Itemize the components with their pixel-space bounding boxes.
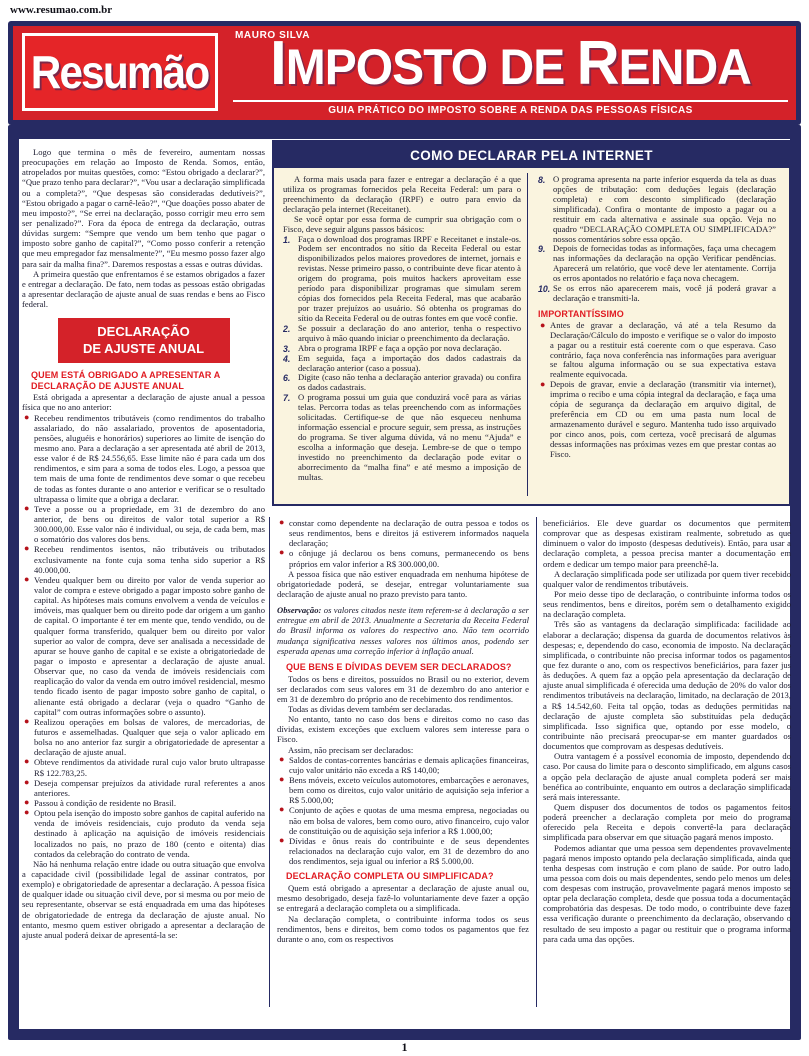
- step-number: 4.: [283, 353, 291, 364]
- site-url: www.resumao.com.br: [10, 4, 113, 16]
- numbered-step: [283, 373, 521, 393]
- bullet-text: Antes de gravar a declaração, vá até a tela Resumo da Declaração/Cálculo do imposto e verifique se o valor do imposto a pagar ou a restituir está coerente com o que esperava. Caso contrário, faça nova conferência nas informações para averiguar se faltou alguma informação ou se sua expectativa estava realmente equivocada.: [550, 319, 776, 380]
- bullet-item: [22, 504, 265, 545]
- bullet-marker: ●: [24, 573, 30, 584]
- bullet-text: Passou à condição de residente no Brasil.: [34, 797, 176, 808]
- bullet-item: [277, 548, 529, 568]
- step-text: Se os erros não aparecerem mais, você já poderá gravar a declaração e transmiti-la.: [553, 283, 776, 304]
- section-heading: DECLARAÇÃO COMPLETA OU SIMPLIFICADA?: [286, 871, 494, 882]
- bullet-item: [538, 380, 776, 459]
- paragraph: Não há nenhuma relação entre idade ou outra situação que envolva a capacidade civil (possibilidade legal de assinar contratos, por exemplo) e obrigatoriedade de apresentar a declaração. A pessoa física de qualquer idade ou situação civil deve, por si mesma ou por meio de seu representante, observar se está enquadrada em uma das hipóteses de obrigatoriedade de entrega da declaração de ajuste anual. No entanto, mesmo quem estiver obrigado a apresentar a declaração de ajuste anual poderá deixar de apresentá-la se:: [22, 858, 265, 940]
- bullet-marker: ●: [279, 804, 285, 815]
- title-initial: I: [270, 29, 286, 98]
- title-initial: R: [576, 29, 619, 98]
- internet-sidebar-box: [272, 140, 791, 506]
- paragraph: beneficiários. Ele deve guardar os documentos que permitem comprovar que as despesas existiram realmente, sobretudo as que diminuem o valor do imposto (despesas dedutíveis). Então, para usar a declaração completa, a pessoa precisa manter a documentação em ordem e dedicar um tempo maior para preenchê-la.: [543, 518, 791, 569]
- bullet-text: Deseja compensar prejuízos da atividade rural referentes a anos anteriores.: [34, 777, 265, 798]
- step-text: Faça o download dos programas IRPF e Receitanet e instale-os. Podem ser encontrados no sítio da Receita Federal ou estar disponibilizados pelos maiores provedores de internet, jornais e revistas. Nesse primeiro passo, o contribuinte deve ficar atento à origem do programa, pois muitos hackers aproveitam esse período para disponibilizar programas que simulam serem cópias dos fornecidos pela Receita Federal, mas que acabarão por trazer prejuízos ao usuário. Só obtenha os programas do sítio da Receita Federal ou de outras fontes em que você confie.: [298, 233, 521, 323]
- bullet-text: Bens móveis, exceto veículos automotores, embarcações e aeronaves, bem como os direitos, cujo valor unitário de aquisição seja inferior a R$ 5.000,00;: [289, 775, 529, 806]
- red-banner-line: DE AJUSTE ANUAL: [82, 340, 205, 356]
- paragraph: Podemos adiantar que uma pessoa sem dependentes provavelmente pagará menos imposto optando pela declaração simplificada, ainda que tenha despesas com instrução e com plano de saúde. Por outro lado, uma pessoa com dois ou mais dependentes, sendo pelo menos um deles com despesas com instrução, provavelmente pagará menos imposto se optar pela declaração completa, desde que possua toda a documentação comprobatória das despesas. De todo modo, o contribuinte deve fazer essa verificação durante o preenchimento da declaração, observando o resultado de seu imposto a pagar ou restituir que o programa informa para cada uma das opções.: [543, 842, 791, 944]
- bullet-marker: ●: [279, 774, 285, 785]
- page-subtitle: GUIA PRÁTICO DO IMPOSTO SOBRE A RENDA DAS PESSOAS FÍSICAS: [233, 100, 788, 116]
- numbered-step: [538, 284, 776, 304]
- bullet-marker: ●: [24, 543, 30, 554]
- bullet-text: Teve a posse ou a propriedade, em 31 de dezembro do ano anterior, de bens ou direitos de valor total superior a R$ 300.000,00. Esse valor não é individual, ou seja, de cada bem, mas o somatório dos valores dos bens.: [34, 503, 265, 545]
- bullet-marker: ●: [24, 776, 30, 787]
- bullet-text: Obteve rendimentos da atividade rural cujo valor bruto ultrapasse R$ 122.783,25.: [34, 757, 265, 778]
- paragraph: A forma mais usada para fazer e entregar a declaração é a que utiliza os programas fornecidos pela Receita Federal: um para o preenchimento da declaração (IRPF) e outro para envio da declaração pela internet (Receitanet).: [283, 175, 521, 214]
- note-lead: Observação:: [277, 605, 322, 616]
- bullet-marker: ●: [24, 502, 30, 513]
- internet-box-title: COMO DECLARAR PELA INTERNET: [274, 142, 789, 168]
- paragraph: Assim, não precisam ser declarados:: [288, 744, 414, 755]
- paragraph: Por meio desse tipo de declaração, o contribuinte informa todos os seus rendimentos, bens e direitos, porém sem o detalhamento exigido na declaração completa.: [543, 588, 791, 620]
- paragraph: Na declaração completa, o contribuinte informa todos os seus rendimentos, bens e direitos, bem como todos os pagamentos que fez durante o ano, com os respectivos: [277, 913, 529, 944]
- column-right: [543, 518, 791, 1010]
- bullet-item: [277, 755, 529, 775]
- step-number: 1.: [283, 234, 291, 245]
- internet-box-left-column: [283, 175, 521, 497]
- page-title: IMPOSTO DE RENDA: [270, 29, 751, 98]
- paragraph: A pessoa física que não estiver enquadrada em nenhuma hipótese de obrigatoriedade poderá, se desejar, entregar voluntariamente sua declaração de ajuste anual no prazo previsto para tanto.: [277, 568, 529, 599]
- bullet-text: Saldos de contas-correntes bancárias e demais aplicações financeiras, cujo valor unitário não exceda a R$ 140,00;: [289, 754, 529, 775]
- bullet-marker: ●: [24, 411, 30, 422]
- note-text: os valores citados neste item referem-se à declaração a ser entregue em abril de 2013. Anualmente a Secretaria da Receita Federal do Brasil informa os valores do respectivo ano. Não tem ocorrido mudança significativa nesses valores nos últimos anos, podendo ser esperada apenas uma correção inferior à inflação anual.: [277, 605, 529, 656]
- bullet-marker: ●: [24, 756, 30, 767]
- bullet-text: Depois de gravar, envie a declaração (transmitir via internet), imprima o recibo e uma cópia integral da declaração, e faça uma cópia de segurança da declaração em arquivo digital, de preferência em CD ou em uma pasta num local de armazenamento durável e seguro. Mantenha tudo isso arquivado por cinco anos, pois, com certeza, você precisará de algumas dessas informações nas próximas vezes em que prestar contas ao Fisco.: [550, 379, 776, 459]
- bullet-text: Recebeu rendimentos tributáveis (como rendimentos do trabalho assalariado, do não assalariado, proventos de aposentadoria, pensões, aluguéis e honorários) superiores ao limite de isenção do mesmo ano. Para a declaração a ser apresentada até abril de 2013, esse valor é de R$ 24.556,65. Esse limite não é para cada um dos rendimentos, e sim para a soma de todos eles. Logo, a pessoa que tem mais de uma fonte de rendimentos deve somar o que recebeu de todas as fontes durante o ano anterior e verificar se o resultado ultrapassa o limite que a obriga a declarar.: [34, 412, 265, 504]
- paragraph: Logo que termina o mês de fevereiro, aumentam nossas preocupações em relação ao Imposto de Renda. Somos, então, atropelados por muitas questões, como: “Estou obrigado a declarar?”, “Que prazo tenho para declarar?”, “Vou usar a declaração simplificada ou a completa?”, “Que despesas são consideradas dedutíveis?”, “Estou obrigado a pagar o carnê-leão?”, “Que doações posso abater de meu imposto?”, “Se errei na declaração, posso corrigir meu erro sem ser penalizado?”. Fora da época de entrega da declaração, outras dúvidas surgem: “Sempre que vendo um bem tenho que pagar o imposto sobre ganho de capital?”, “Como posso conferir a retenção que meu empregador faz mensalmente?”, “Eu mesmo posso fazer algo para sair da malha fina?”. Daremos respostas a essas e outras dúvidas.: [22, 147, 265, 269]
- numbered-step: [538, 175, 776, 244]
- paragraph: Três são as vantagens da declaração simplificada: facilidade ao elaborar a declaração; dispensa da guarda de documentos relativos às despesas; e, dependendo do caso, economia de imposto. Na declaração simplificada, o contribuinte não precisa informar todos os pagamentos que fez durante o ano, com os respectivos beneficiários, para fazer jus às deduções. A quem faz a opção pela apresentação da declaração de ajuste anual simplificada é oferecida uma dedução de 20% do valor dos rendimentos tributáveis na declaração, limitado, na declaração de 2013, a R$ 14.542,60. Feita tal opção, todas as deduções permitidas na declaração de ajuste completa são substituídas pela dedução simplificada. Isso significa que, optando por esse modelo, o contribuinte não precisará preocupar-se em manter guardados os documentos que comprovam as despesas dedutíveis.: [543, 619, 791, 752]
- red-banner-line: DECLARAÇÃO: [97, 324, 190, 340]
- bullet-marker: ●: [24, 796, 30, 807]
- step-text: Em seguida, faça a importação dos dados cadastrais da declaração anterior (caso a possua).: [298, 352, 521, 373]
- paragraph: No entanto, tanto no caso dos bens e direitos como no caso das dívidas, existem exceções que excluem valores sem interesse para o Fisco.: [277, 714, 529, 745]
- bullet-item: [22, 413, 265, 504]
- step-number: 6.: [283, 373, 291, 384]
- column-middle: [277, 518, 529, 1010]
- step-number: 2.: [283, 323, 291, 334]
- bullet-item: [277, 518, 529, 548]
- paragraph: A declaração simplificada pode ser utilizada por quem tiver recebido qualquer valor de rendimentos tributáveis.: [543, 568, 791, 589]
- bullet-text: Recebeu rendimentos isentos, não tributáveis ou tributados exclusivamente na fonte cuja soma tenha sido superior a R$ 40.000,00.: [34, 544, 265, 575]
- bullet-item: [22, 798, 265, 808]
- step-number: 3.: [283, 343, 291, 354]
- bullet-text: Realizou operações em bolsas de valores, de mercadorias, de futuros e assemelhadas. Qualquer que seja o valor aplicado em bolsa no ano anterior faz surgir a obrigatoriedade de apresentar a declaração de ajuste anual.: [34, 716, 265, 758]
- bullet-text: o cônjuge já declarou os bens comuns, permanecendo os bens próprios em valor inferior a R$ 300.000,00.: [289, 548, 529, 569]
- bullet-text: constar como dependente na declaração de outra pessoa e todos os seus rendimentos, bens e direitos já estiverem informados naquela declaração;: [289, 518, 529, 549]
- bullet-item: [22, 808, 265, 859]
- step-number: 10.: [538, 284, 551, 295]
- paragraph: Quem dispuser dos documentos de todos os pagamentos feitos poderá preencher a declaração completa por meio do programa oferecido pela Receita e depois convertê-la para declaração simplificada para observar em que situação pagará menos imposto.: [543, 801, 791, 843]
- bullet-marker: ●: [540, 379, 546, 390]
- paragraph: Todas as dívidas devem também ser declaradas.: [288, 704, 453, 715]
- column-left: [22, 147, 265, 1009]
- step-number: 8.: [538, 175, 546, 185]
- red-banner: [58, 318, 230, 363]
- numbered-step: [283, 393, 521, 482]
- bullet-marker: ●: [24, 807, 30, 818]
- resumao-logo-text: Resumão: [31, 46, 209, 98]
- paragraph: Se você optar por essa forma de cumprir sua obrigação com o Fisco, deve seguir alguns passos básicos:: [283, 213, 521, 234]
- masthead: [8, 21, 801, 125]
- step-text: Abra o programa IRPF e faça a opção por nova declaração.: [298, 342, 502, 353]
- step-text: Depois de fornecidas todas as informações, faça uma checagem nas informações da declaração na opção Verificar pendências. Aparecerá um relatório, que você deve ler atentamente. Corrija os erros apontados no relatório e faça nova checagem.: [553, 243, 776, 284]
- step-text: O programa apresenta na parte inferior esquerda da tela as duas opções de tributação: com deduções legais (declaração completa) e com desconto simplificado (declaração simplificada). Confira o montante de imposto a pagar ou a restituir em cada alternativa e assinale sua opção. Veja no quadro “DECLARAÇÃO COMPLETA OU SIMPLIFICADA?” nossos comentários sobre essa opção.: [553, 175, 776, 244]
- bullet-marker: ●: [279, 518, 285, 527]
- step-text: Se possuir a declaração do ano anterior, tenha o respectivo arquivo à mão quando iniciar o preenchimento da declaração.: [298, 322, 521, 343]
- paragraph: A primeira questão que enfrentamos é se estamos obrigados a fazer e entregar a declaração. De fato, nem todas as pessoas estão obrigadas a apresentar declaração de ajuste anual de suas rendas e bens ao Fisco federal.: [22, 268, 265, 310]
- bullet-text: Conjunto de ações e quotas de uma mesma empresa, negociadas ou não em bolsa de valores, bem como ouro, ativo financeiro, cujo valor de constituição ou de aquisição seja inferior a R$ 1.000,00;: [289, 805, 529, 836]
- bullet-marker: ●: [24, 715, 30, 726]
- page-number: 1: [401, 1040, 408, 1054]
- author-name: MAURO SILVA: [235, 30, 311, 41]
- bullet-marker: ●: [279, 834, 285, 845]
- paragraph: Quem está obrigado a apresentar a declaração de ajuste anual ou, mesmo desobrigado, deseja fazê-lo voluntariamente deve fazer a opção se entregará a declaração completa ou a simplificada.: [277, 883, 529, 914]
- bullet-item: [22, 544, 265, 574]
- bullet-text: Optou pela isenção do imposto sobre ganhos de capital auferido na venda de imóveis residenciais, cujo produto da venda seja destinado à aplicação na aquisição de imóveis residenciais localizados no país, no prazo de 180 (cento e oitenta) dias contados da celebração do contrato de venda.: [34, 808, 265, 859]
- section-heading: IMPORTANTÍSSIMO: [538, 308, 624, 319]
- bullet-item: [22, 778, 265, 798]
- bullet-item: [277, 836, 529, 866]
- column-divider-1: [269, 517, 270, 1007]
- bullet-item: [538, 321, 776, 381]
- bullet-item: [22, 717, 265, 758]
- step-number: 9.: [538, 244, 546, 255]
- bullet-item: [277, 775, 529, 805]
- step-text: O programa possui um guia que conduzirá você para as várias telas. Percorra todas as telas preenchendo com as informações solicitadas. Certifique-se de que não esqueceu nenhuma informação essencial e procure seguir, sem pressa, as instruções do programa. Se tiver alguma dúvida, vá no menu “Ajuda” e escolha a informação que deseja. Lembre-se de que o tempo investido no preenchimento da declaração pode evitar o aborrecimento da “malha fina” e até mesmo a imposição de multas.: [298, 392, 521, 482]
- internet-box-divider: [527, 173, 528, 496]
- section-heading: QUE BENS E DÍVIDAS DEVEM SER DECLARADOS?: [286, 661, 512, 672]
- numbered-step: [538, 244, 776, 284]
- column-divider-2: [536, 517, 537, 1007]
- resumao-logo: [22, 33, 218, 111]
- bullet-marker: ●: [279, 547, 285, 558]
- numbered-step: [283, 324, 521, 344]
- numbered-step: [283, 354, 521, 374]
- paragraph: Todos os bens e direitos, possuídos no Brasil ou no exterior, devem ser declarados com seus valores em 31 de dezembro do ano anterior e em 31 de dezembro do próprio ano de recebimento dos rendimentos.: [277, 673, 529, 704]
- bullet-marker: ●: [279, 753, 285, 764]
- step-number: 7.: [283, 393, 291, 404]
- masthead-background: [13, 26, 796, 120]
- bullet-item: [277, 805, 529, 835]
- section-heading: QUEM ESTÁ OBRIGADO A APRESENTAR A DECLARAÇÃO DE AJUSTE ANUAL: [31, 369, 220, 391]
- paragraph: Está obrigada a apresentar a declaração de ajuste anual a pessoa física que no ano anterior:: [22, 392, 265, 413]
- paragraph: Outra vantagem é a possível economia de imposto, dependendo do caso. Por causa do limite para o desconto simplificado, em alguns casos a opção pela declaração de ajuste anual completa poderá ser mais benéfica ao contribuinte, enquanto em outros a declaração simplificada será mais interessante.: [543, 751, 791, 802]
- bullet-text: Vendeu qualquer bem ou direito por valor de venda superior ao valor de compra e esteve obrigado a pagar imposto sobre ganho de capital. As hipóteses mais comuns envolvem a venda de veículos e imóveis, mas qualquer bem ou direito pode dar origem a um ganho de capital. O importante é ter em mente que, tendo vendido, ou de qualquer forma transferido, qualquer bem ou direito por valor superior ao valor de compra, deve ser analisada a necessidade de apurar se houve ganho de capital e se existe a obrigatoriedade de pagar o imposto e apresentar a declaração de ajuste anual. Observar que, no caso da venda de imóveis residenciais com reaplicação do valor da venda em outro imóvel residencial, mesmo tendo ficado isento de pagar imposto sobre ganho de capital, o alienante está obrigado a declarar (veja o quadro “Ganho de capital” com outras informações sobre o assunto).: [34, 574, 265, 717]
- internet-box-right-column: [538, 175, 776, 497]
- note-paragraph: [277, 605, 529, 656]
- bullet-text: Dívidas e ônus reais do contribuinte e de seus dependentes relacionados na declaração cujo valor, em 31 de dezembro do ano dos rendimentos, seja igual ou inferior a R$ 5.000,00.: [289, 835, 529, 867]
- bullet-item: [22, 757, 265, 777]
- masthead-right: [229, 26, 792, 120]
- bullet-item: [22, 575, 265, 717]
- bullet-marker: ●: [540, 319, 546, 330]
- step-text: Digite (caso não tenha a declaração anterior gravada) ou confira os dados cadastrais.: [298, 372, 521, 393]
- numbered-step: [283, 235, 521, 324]
